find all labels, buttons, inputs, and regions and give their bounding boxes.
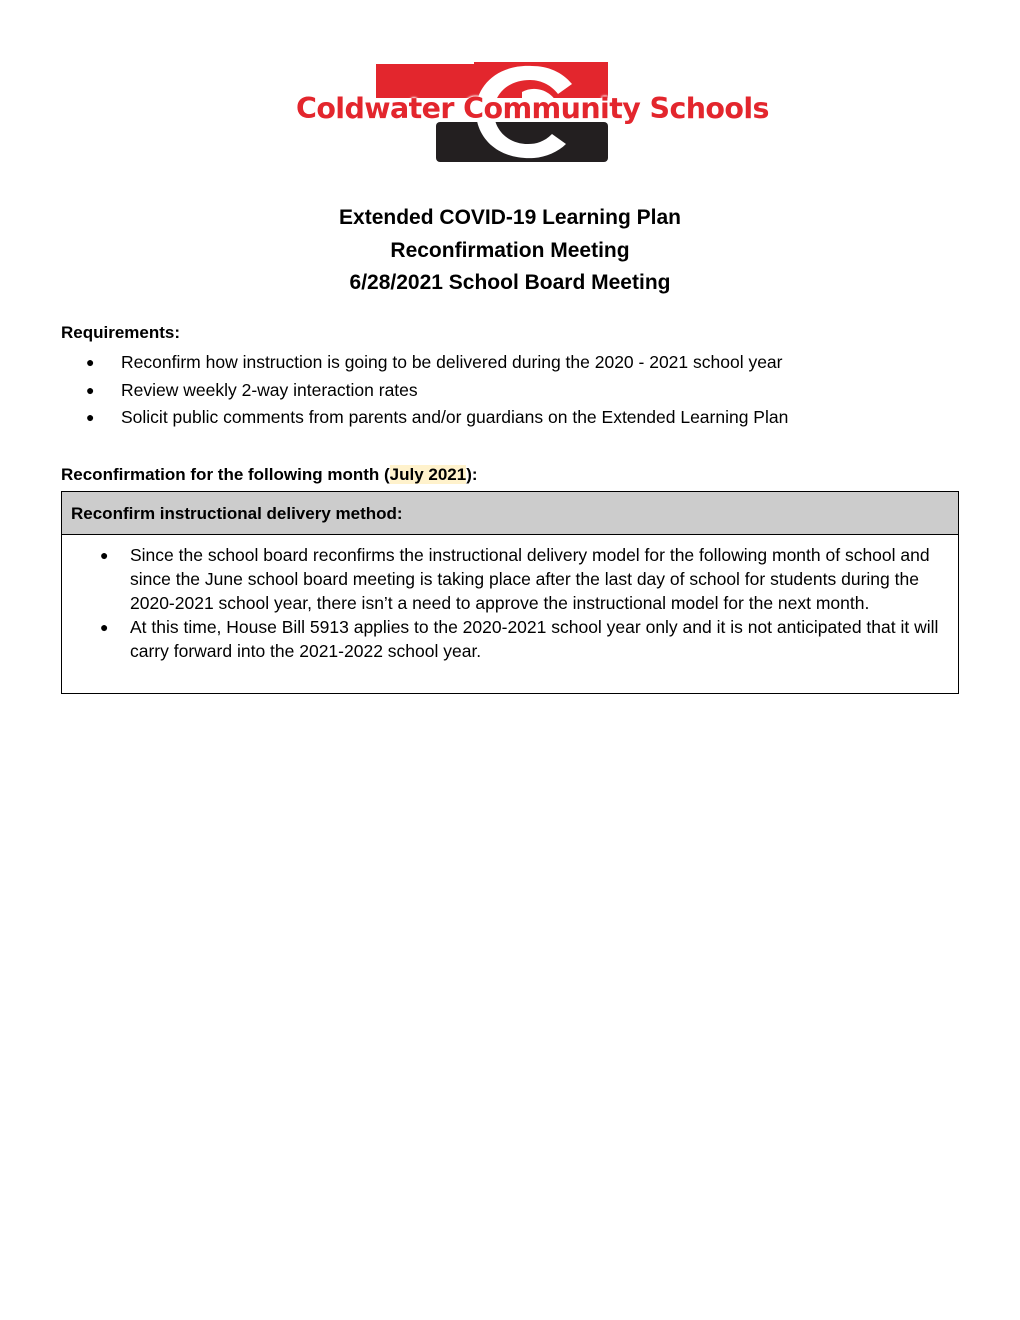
title-line-1: Extended COVID-19 Learning Plan — [339, 206, 681, 229]
title-line-3: 6/28/2021 School Board Meeting — [349, 271, 671, 294]
district-logo — [296, 62, 769, 164]
requirements-list — [61, 349, 788, 432]
requirements-heading: Requirements: — [61, 323, 181, 342]
bullet-icon: ● — [86, 381, 95, 398]
delivery-method-text: At this time, House Bill 5913 applies to the 2020-2021 school year only and it is not anticipated that it will carry forward into the 2021-2022 school year. — [130, 617, 939, 661]
bullet-icon: ● — [86, 409, 95, 426]
requirement-text: Reconfirm how instruction is going to be delivered during the 2020 - 2021 school year — [121, 352, 783, 372]
bullet-icon: ● — [86, 354, 95, 370]
reconfirmation-heading-suffix: ): — [466, 465, 478, 484]
requirement-item — [61, 404, 788, 432]
requirement-text: Solicit public comments from parents and/or guardians on the Extended Learning Plan — [121, 407, 789, 428]
delivery-method-table — [61, 491, 959, 694]
document-title-block — [0, 202, 1020, 300]
requirement-item — [61, 377, 788, 405]
reconfirmation-heading-prefix: Reconfirmation for the following month ( — [61, 465, 390, 484]
bullet-icon: ● — [100, 619, 109, 635]
reconfirmation-month: July 2021 — [389, 465, 467, 484]
bullet-icon: ● — [100, 547, 109, 563]
delivery-method-item — [62, 543, 958, 615]
requirement-text: Review weekly 2-way interaction rates — [121, 379, 418, 400]
logo-text: Coldwater Community Schools — [296, 92, 769, 125]
title-line-2: Reconfirmation Meeting — [390, 238, 630, 262]
delivery-method-text: Since the school board reconfirms the instructional delivery model for the following month of school and since the June school board meeting is taking place after the last day of school for students during the 2020-2021 school year, there isn’t a need to approve the instructional model for the next month. — [130, 545, 930, 613]
delivery-method-list — [62, 535, 958, 663]
requirement-item — [61, 349, 788, 377]
delivery-method-header: Reconfirm instructional delivery method: — [62, 492, 958, 535]
reconfirmation-heading — [61, 465, 478, 485]
delivery-method-item — [62, 615, 958, 663]
